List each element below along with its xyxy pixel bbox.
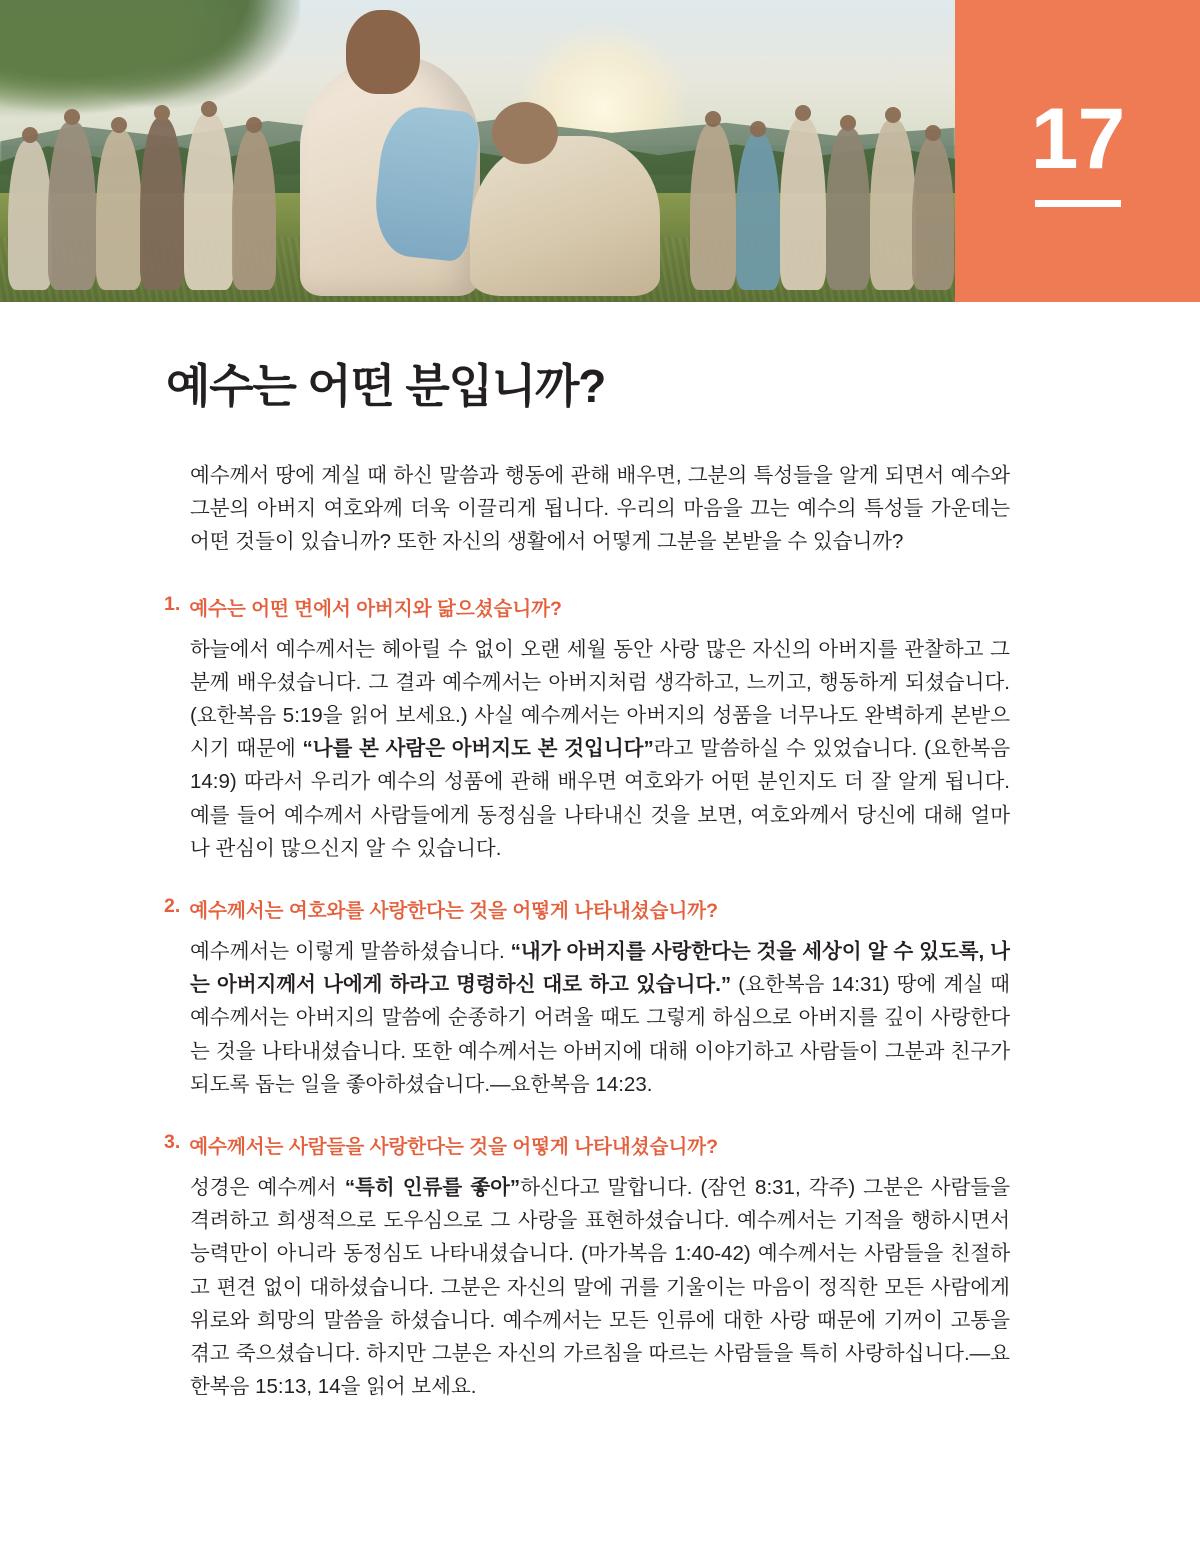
page-title: 예수는 어떤 분입니까? [166,360,606,412]
body-text: (요한복음 14:31) 땅에 계실 때 예수께서는 아버지의 말씀에 순종하기 어려울 때도 그렇게 하심으로 아버지를 깊이 사랑한다는 것을 나타내셨습니다. 또한 예수께서는 아버지에 대해 이야기하고 사람들이 그분과 친구가 되도록 돕는 일을 좋아하셨습니다.—요한복음 14:23. [190,973,1010,1096]
question-sections [0,593,1200,1404]
question-text: 예수는 어떤 면에서 아버지와 닮으셨습니까? [189,597,562,620]
crowd-figure [826,128,870,290]
crowd-figure [690,124,736,290]
lesson-number-underline [1035,200,1121,207]
quoted-scripture-text: “내가 아버지를 사랑한다는 것을 세상이 알 수 있도록, 나는 아버지께서 나에게 하라고 명령하신 대로 하고 있습니다.” [190,940,1010,997]
answer-paragraph [190,935,1010,1101]
crowd-figure [140,118,184,290]
crowd-figure [96,130,142,290]
crowd-figure [8,140,52,290]
lesson-number: 17 [1030,90,1125,187]
jesus-figure [300,56,480,296]
figure-head [246,117,262,133]
figure-head [885,107,901,123]
figure-head [795,105,811,121]
crowd-figure [232,130,276,290]
question-heading [164,593,1010,621]
question-section [0,895,1200,1101]
crowd-figure [870,120,916,290]
body-text: 하늘에서 예수께서는 헤아릴 수 없이 오랜 세월 동안 사랑 많은 자신의 아버지를 관찰하고 그분께 배우셨습니다. 그 결과 예수께서는 아버지처럼 생각하고, 느끼고, 행동하게 되셨습니다. (요한복음 5:19을 읽어 보세요.) 사실 예수께서는 아버지의 성품을 너무나도 완벽하게 본받으시기 때문에 [190,637,1010,761]
body-text: 성경은 예수께서 [190,1176,345,1200]
crowd-figure [912,138,954,290]
question-section [0,593,1200,865]
body-text: 라고 말씀하실 수 있었습니다. (요한복음 14:9) 따라서 우리가 예수의 성품에 관해 배우면 여호와가 어떤 분인지도 더 잘 알게 됩니다. 예를 들어 예수께서 사람들에게 동정심을 나타내신 것을 보면, 여호와께서 당신에 대해 얼마나 관심이 많으신지 알 수 있습니다. [190,737,1011,860]
crowd-figure [184,114,234,290]
question-number: 2. [164,895,181,918]
answer-paragraph [190,1171,1010,1403]
figure-head [840,115,856,131]
question-text: 예수께서는 사람들을 사랑한다는 것을 어떻게 나타내셨습니까? [189,1136,719,1159]
question-number: 3. [164,1131,181,1154]
illustration-foliage [0,0,300,130]
article [0,302,1200,1403]
lesson-number-block [955,0,1200,302]
question-number: 1. [164,592,181,615]
body-text: 하신다고 말합니다. (잠언 8:31, 각주) 그분은 사람들을 격려하고 희생적으로 도우심으로 그 사랑을 표현하셨습니다. 예수께서는 기적을 행하시면서 능력만이 아니라 동정심도 나타내셨습니다. (마가복음 1:40-42) 예수께서는 사람들을 친절하고 편견 없이 대하셨습니다. 그분은 자신의 말에 귀를 기울이는 마음이 정직한 모든 사람에게 위로와 희망의 말씀을 하셨습니다. 예수께서는 모든 인류에 대한 사랑 때문에 기꺼이 고통을 겪고 죽으셨습니다. 하지만 그분은 자신의 가르침을 따르는 사람들을 특히 사랑하십니다.—요한복음 15:13, 14을 읽어 보세요. [190,1176,1011,1399]
body-text: 예수께서는 이렇게 말씀하셨습니다. [190,940,511,964]
crowd-figure [780,118,826,290]
quoted-scripture-text: “나를 본 사람은 아버지도 본 것입니다” [302,737,654,761]
figure-head [64,109,80,125]
figure-head [705,111,721,127]
crowd-figure [48,122,96,290]
figure-head [111,117,127,133]
figure-head [750,121,766,137]
question-heading [164,1131,1010,1159]
figure-head [925,125,941,141]
lesson-banner [0,0,1200,302]
crowd-figure [736,134,780,290]
question-section [0,1131,1200,1403]
lesson-illustration [0,0,955,302]
intro-paragraph: 예수께서 땅에 계실 때 하신 말씀과 행동에 관해 배우면, 그분의 특성들을 알게 되면서 예수와 그분의 아버지 여호와께 더욱 이끌리게 됩니다. 우리의 마음을 끄는 예수의 특성들 가운데는 어떤 것들이 있습니까? 또한 자신의 생활에서 어떻게 그분을 본받을 수 있습니까? [190,464,1010,554]
answer-paragraph [190,633,1010,865]
figure-head [201,101,217,117]
figure-head [22,127,38,143]
figure-head [154,105,170,121]
kneeling-man-figure [470,136,660,296]
question-heading [164,895,1010,923]
question-text: 예수께서는 여호와를 사랑한다는 것을 어떻게 나타내셨습니까? [189,900,719,923]
quoted-scripture-text: “특히 인류를 좋아” [344,1176,521,1200]
